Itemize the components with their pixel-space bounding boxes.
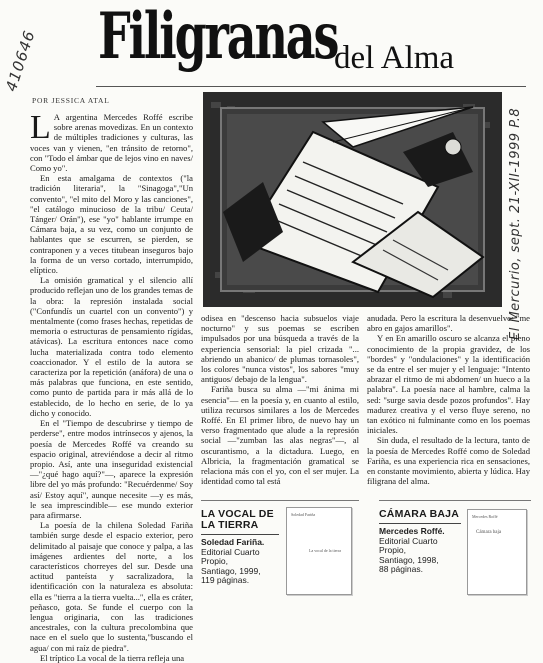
title-rule bbox=[96, 86, 526, 87]
paragraph: Fariña busca su alma —"mi ánima mi esencia"— en la poesía y, en cuanto al estilo, utiliza recursos similares a los de Mercedes Roffé. En El primer libro, de nuevo hay un verso fragmentado que alude a la represión social —"zumban las alas negras"—, al oscurantismo, a la dictadura. Luego, en Albricia, la fragmentación gramatical se relaciona más con el yo, con el ser mujer. La identidad como tal está bbox=[201, 384, 359, 487]
byline: POR JESSICA ATAL bbox=[32, 96, 110, 105]
book-cover-image: Mercedes Roffé Cámara baja bbox=[467, 509, 527, 595]
illustration-svg bbox=[203, 92, 502, 307]
article-title-main: Filigranas bbox=[98, 0, 338, 74]
paragraph: anudada. Pero la escritura la desenvuelve: "me abro en gajos amarillos". bbox=[367, 313, 530, 334]
archive-id-mark: 410646 bbox=[2, 27, 39, 94]
book-info-box-2 bbox=[379, 500, 531, 596]
book-info-box-1 bbox=[201, 500, 359, 596]
text-column-3 bbox=[367, 313, 530, 486]
article-illustration bbox=[203, 92, 502, 307]
text-column-2 bbox=[201, 313, 359, 486]
paragraph: La poesía de la chilena Soledad Fariña también surge desde el espacio exterior, pero delimitado al paisaje que conoce y palpa, a las imágenes ardientes del norte, a los característicos chorreyes del sur. Desde una actitud panteísta y sacralizadora, la identificación con la naturaleza es absoluta: ella es "tierra a la tierra vuelta...", ella es cráter, peñasco, gota. Se funde el cuerpo con la lengua originaria, con las tradiciones ancestrales, con la cultura precolombina que nace en el suelo que lo sustenta,"buscando el agua/ con mi raíz de piedra". bbox=[30, 520, 193, 653]
paragraph: La omisión gramatical y el silencio allí producido reflejan uno de los grandes temas de la obra: la represión instalada social ("Confundís un cuartel con un convento") y mentalmente (como frases hechas, repetidas de memoria o estructuras de pensamiento rígidas, atávicas). La escritura entonces nace como lucha materializada contra todo elemento coaccionador. Y el estilo de la autora se caracteriza por la repetición (anáfora) de una o más palabras que funciona, en este sentido, como punto de partida para ir más allá de lo establecido, de lo hecho en serie, de lo ya dicho y conocido. bbox=[30, 275, 193, 418]
handwritten-source-note: El Mercurio, sept. 21-XII-1999 P.8 bbox=[508, 107, 523, 340]
book-rule bbox=[379, 523, 461, 524]
book-cover-image: Soledad Fariña La vocal de la tierra bbox=[286, 507, 352, 595]
paragraph: Sin duda, el resultado de la lectura, tanto de la poesía de Mercedes Roffé como de Soledad Fariña, es una experiencia rica en sensaciones, en constante movimiento, abierta y lúdica. Hay filigrana del alma. bbox=[367, 435, 530, 487]
paragraph: L A argentina Mercedes Roffé escribe sobre arenas movedizas. En un contexto de múltiples tradiciones y culturas, las voces van y vienen, "en tránsito de retorno", con "Todo el ámbar que de lejos vino en naves/ Como yo". bbox=[30, 109, 193, 174]
book-title: LA VOCAL DE LA TIERRA bbox=[201, 508, 274, 531]
book-details: Soledad Fariña. Editorial Cuarto Propio, Santiago, 1999, 119 páginas. bbox=[201, 537, 265, 586]
book-title: CÁMARA BAJA bbox=[379, 508, 459, 520]
paragraph: En el "Tiempo de descubrirse y tiempo de perderse", entre modos intrínsecos y ajenos, la poesía de Mercedes Roffé va creando su espacio original, atreviéndose a decir al ritmo propio. Así, ante una inseguridad existencial —"¿qué hago aquí?"—, aparece la expresión libre del yo más profundo: "Recuérdenme/ Soy así/ Estoy aquí", aunque necesite —y es más, le sea imprescindible— ese mundo exterior para afirmarse. bbox=[30, 418, 193, 520]
text-column-1 bbox=[30, 109, 193, 663]
book-rule bbox=[201, 534, 279, 535]
paragraph: Y en En amarillo oscuro se alcanza el pleno conocimiento de la propia gravidez, de los "bordes" y "ondulaciones" y la identificación se da entre el ser mujer y el lenguaje: "Intento abrazar el ritmo de mi abdomen/ un hueco a la palabra". La poesía nace al hambre, calma la sed: "surge savia desde pozos profundos". Hay madurez creativa y el verso fluye sereno, no tan exótico ni fulminante como en los poemas iniciales. bbox=[367, 333, 530, 436]
drop-cap: L bbox=[30, 109, 51, 146]
article-title-sub: del Alma bbox=[334, 40, 455, 76]
paragraph: En esta amalgama de contextos ("la tradición literaria", la "Sinagoga","Un convento", "el mito del Moro y las canciones", "el catálogo minucioso de la tribu/ Ceuta/ Tánger/ Orán"), ese "yo" hablante irrumpe en Cámara baja, a su vez, como un conjunto de hablantes que se escurren, se pierden, se contraponen y a veces titubean inseguros bajo la forma de un verso cortado, interrumpido, elíptico. bbox=[30, 173, 193, 276]
paragraph: odisea en "descenso hacia subsuelos viaje nocturno" y sus poemas se escriben impulsados por una búsqueda a través de la experiencia sensorial: la piel crizada "... abriendo un abanico/ de plumas tornasoles", los colores "nunca vistos", los sabores "muy antiguos/ debajo de la lengua". bbox=[201, 313, 359, 385]
book-details: Mercedes Roffé. Editorial Cuarto Propio, Santiago, 1998, 88 páginas. bbox=[379, 526, 445, 575]
paragraph: El tríptico La vocal de la tierra refleja una bbox=[40, 652, 185, 663]
